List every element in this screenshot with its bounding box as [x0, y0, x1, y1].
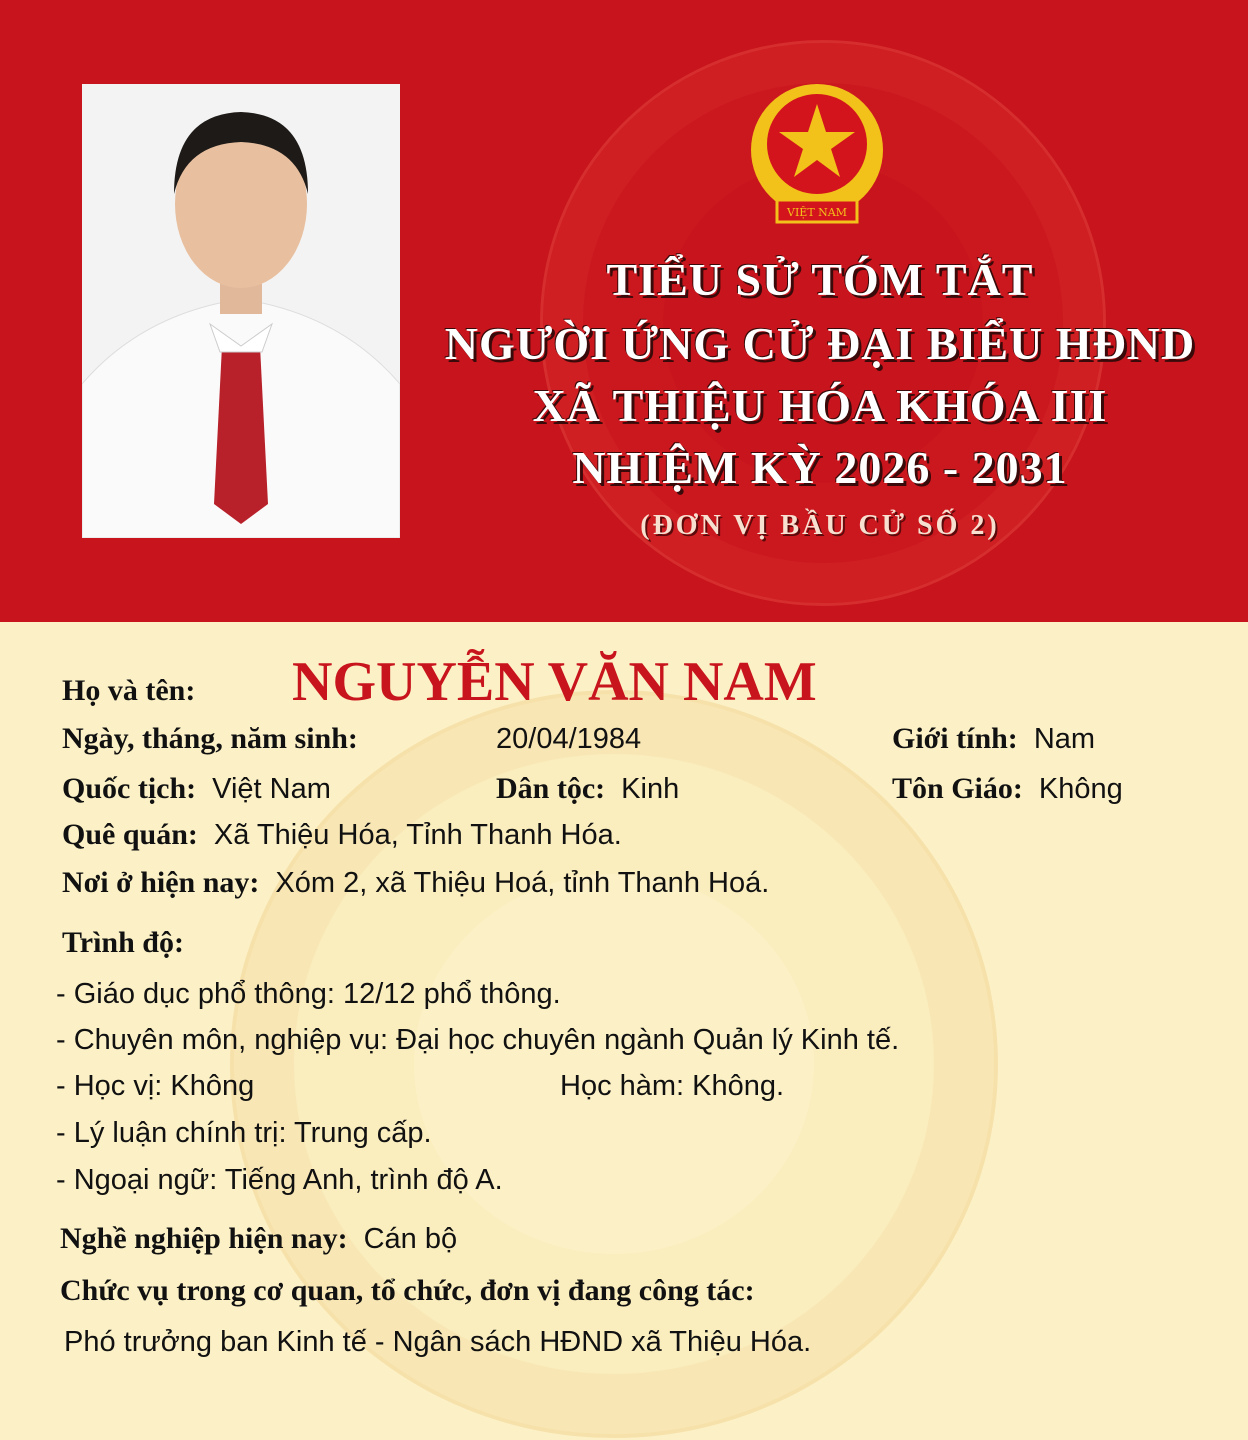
name-row	[62, 650, 1232, 714]
occupation-label: Nghề nghiệp hiện nay:	[60, 1222, 348, 1255]
name-label: Họ và tên:	[62, 674, 196, 707]
religion-value: Không	[1038, 773, 1123, 805]
nationality-value: Việt Nam	[212, 773, 331, 805]
ethnic-value: Kinh	[621, 773, 680, 805]
header-banner	[0, 0, 1248, 622]
edu-general-row	[56, 978, 1226, 1011]
position-value: Phó trưởng ban Kinh tế - Ngân sách HĐND xã Thiệu Hóa.	[64, 1326, 812, 1358]
edu-degree: - Học vị: Không	[56, 1070, 255, 1102]
occupation-row	[60, 1222, 1230, 1256]
title-line-4: NHIỆM KỲ 2026 - 2031	[572, 442, 1068, 493]
dob-label: Ngày, tháng, năm sinh:	[62, 722, 358, 755]
position-label-row	[60, 1274, 1230, 1308]
occupation-value: Cán bộ	[363, 1223, 458, 1255]
subtitle: (ĐƠN VỊ BẦU CỬ SỐ 2)	[640, 510, 1000, 541]
edu-language-row	[56, 1164, 1226, 1197]
gender-value: Nam	[1033, 723, 1096, 755]
nationality-row	[62, 772, 1232, 806]
nationality-label: Quốc tịch:	[62, 772, 197, 805]
edu-professional: - Chuyên môn, nghiệp vụ: Đại học chuyên ngành Quản lý Kinh tế.	[56, 1024, 900, 1056]
dob-value: 20/04/1984	[496, 723, 642, 755]
emblem-text: VIỆT NAM	[787, 206, 847, 219]
edu-language: - Ngoại ngữ: Tiếng Anh, trình độ A.	[56, 1164, 503, 1196]
title-line-2: NGƯỜI ỨNG CỬ ĐẠI BIỂU HĐND	[444, 318, 1196, 369]
candidate-photo	[82, 84, 400, 538]
residence-value: Xóm 2, xã Thiệu Hoá, tỉnh Thanh Hoá.	[275, 867, 770, 899]
education-heading-row	[62, 926, 1232, 960]
hometown-value: Xã Thiệu Hóa, Tỉnh Thanh Hóa.	[213, 819, 622, 851]
edu-professional-row	[56, 1024, 1226, 1057]
candidate-name: NGUYỄN VĂN NAM	[292, 651, 817, 713]
edu-general: - Giáo dục phổ thông: 12/12 phổ thông.	[56, 978, 561, 1010]
edu-political: - Lý luận chính trị: Trung cấp.	[56, 1117, 432, 1149]
position-row	[64, 1326, 1234, 1359]
dob-row	[62, 722, 1232, 756]
religion-label: Tôn Giáo:	[892, 772, 1023, 805]
title-line-1: TIỂU SỬ TÓM TẮT	[606, 254, 1034, 305]
title-line-3: XÃ THIỆU HÓA KHÓA III	[532, 380, 1108, 431]
hometown-label: Quê quán:	[62, 818, 198, 851]
national-emblem	[742, 82, 892, 234]
residence-label: Nơi ở hiện nay:	[62, 866, 260, 899]
hometown-row	[62, 818, 1232, 852]
gender-label: Giới tính:	[892, 722, 1018, 755]
ethnic-label: Dân tộc:	[496, 772, 606, 805]
residence-row	[62, 866, 1232, 900]
edu-political-row	[56, 1117, 1226, 1150]
position-label: Chức vụ trong cơ quan, tổ chức, đơn vị đang công tác:	[60, 1274, 755, 1307]
edu-degree-row	[56, 1070, 1226, 1103]
education-label: Trình độ:	[62, 926, 184, 959]
edu-title: Học hàm: Không.	[560, 1070, 785, 1102]
